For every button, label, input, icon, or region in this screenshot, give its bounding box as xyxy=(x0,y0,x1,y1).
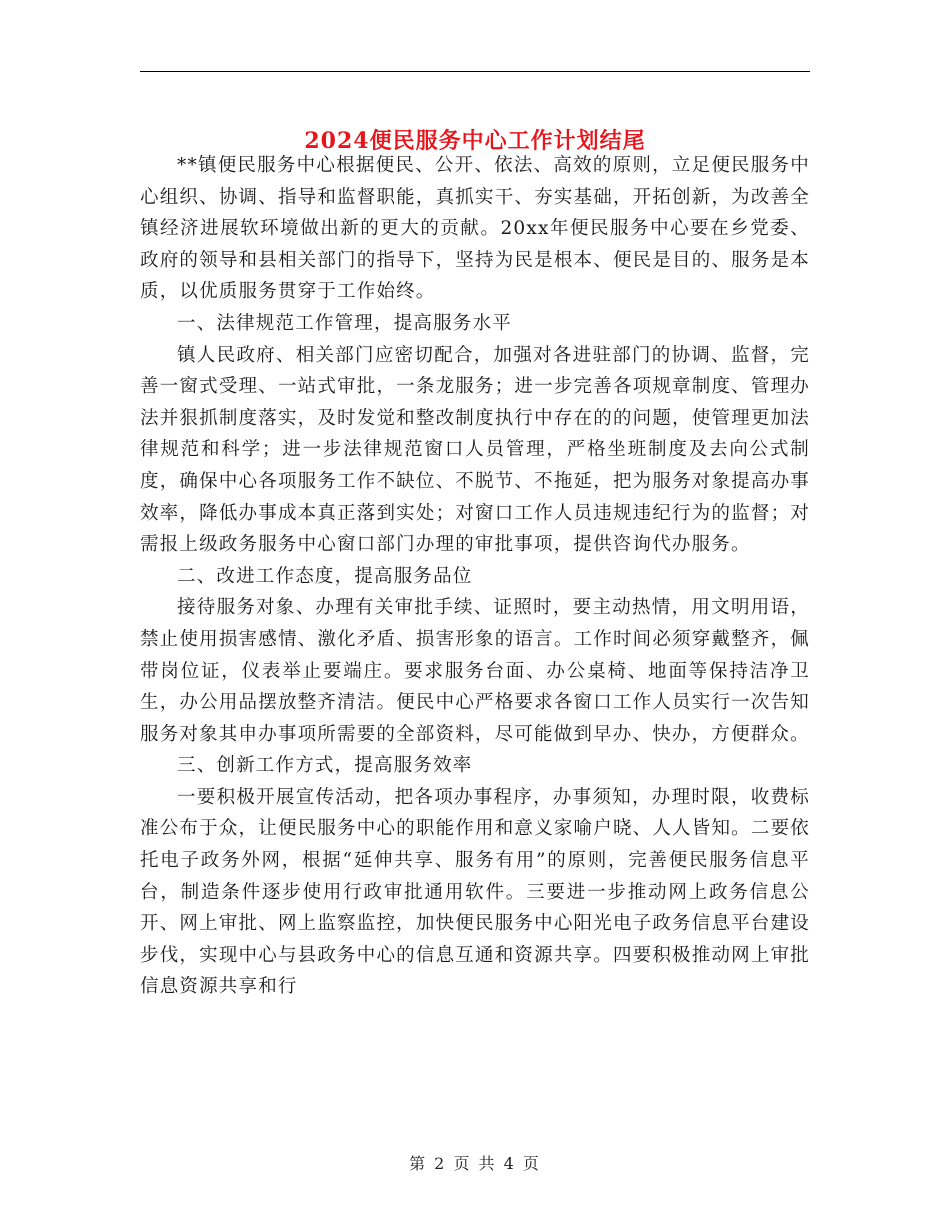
header-rule xyxy=(140,71,810,72)
section-heading-3: 三、创新工作方式，提高服务效率 xyxy=(177,755,473,777)
document-body xyxy=(140,150,810,1003)
section-paragraph-1: 镇人民政府、相关部门应密切配合，加强对各进驻部门的协调、监督，完善一窗式受理、一站式审批，一条龙服务；进一步完善各项规章制度、管理办法并狠抓制度落实，及时发觉和整改制度执行中存在的的问题，使管理更加法律规范和科学；进一步法律规范窗口人员管理，严格坐班制度及去向公式制度，确保中心各项服务工作不缺位、不脱节、不拖延，把为服务对象提高办事效率，降低办事成本真正落到实处；对窗口工作人员违规违纪行为的监督；对需报上级政务服务中心窗口部门办理的审批事项，提供咨询代办服务。 xyxy=(140,344,810,556)
page-number: 第 2 页 共 4 页 xyxy=(409,1154,541,1173)
section-paragraph-3: 一要积极开展宣传活动，把各项办事程序，办事须知，办理时限，收费标准公布于众，让便民服务中心的职能作用和意义家喻户晓、人人皆知。二要依托电子政务外网，根据“延伸共享、服务有用”的原则，完善便民服务信息平台，制造条件逐步使用行政审批通用软件。三要进一步推动网上政务信息公开、网上审批、网上监察监控，加快便民服务中心阳光电子政务信息平台建设步伐，实现中心与县政务中心的信息互通和资源共享。四要积极推动网上审批信息资源共享和行 xyxy=(140,786,810,998)
section-paragraph-2: 接待服务对象、办理有关审批手续、证照时，要主动热情，用文明用语，禁止使用损害感情、激化矛盾、损害形象的语言。工作时间必须穿戴整齐，佩带岗位证，仪表举止要端庄。要求服务台面、办公桌椅、地面等保持洁净卫生，办公用品摆放整齐清洁。便民中心严格要求各窗口工作人员实行一次告知服务对象其申办事项所需要的全部资料，尽可能做到早办、快办，方便群众。 xyxy=(140,597,810,745)
intro-paragraph: **镇便民服务中心根据便民、公开、依法、高效的原则，立足便民服务中心组织、协调、指导和监督职能，真抓实干、夯实基础，开拓创新，为改善全镇经济进展软环境做出新的更大的贡献。20xx年便民服务中心要在乡党委、政府的领导和县相关部门的指导下，坚持为民是根本、便民是目的、服务是本质，以优质服务贯穿于工作始终。 xyxy=(140,155,810,303)
section-heading-2: 二、改进工作态度，提高服务品位 xyxy=(177,565,473,587)
section-heading-1: 一、法律规范工作管理，提高服务水平 xyxy=(177,312,512,334)
document-title: 2024便民服务中心工作计划结尾 xyxy=(304,127,646,154)
